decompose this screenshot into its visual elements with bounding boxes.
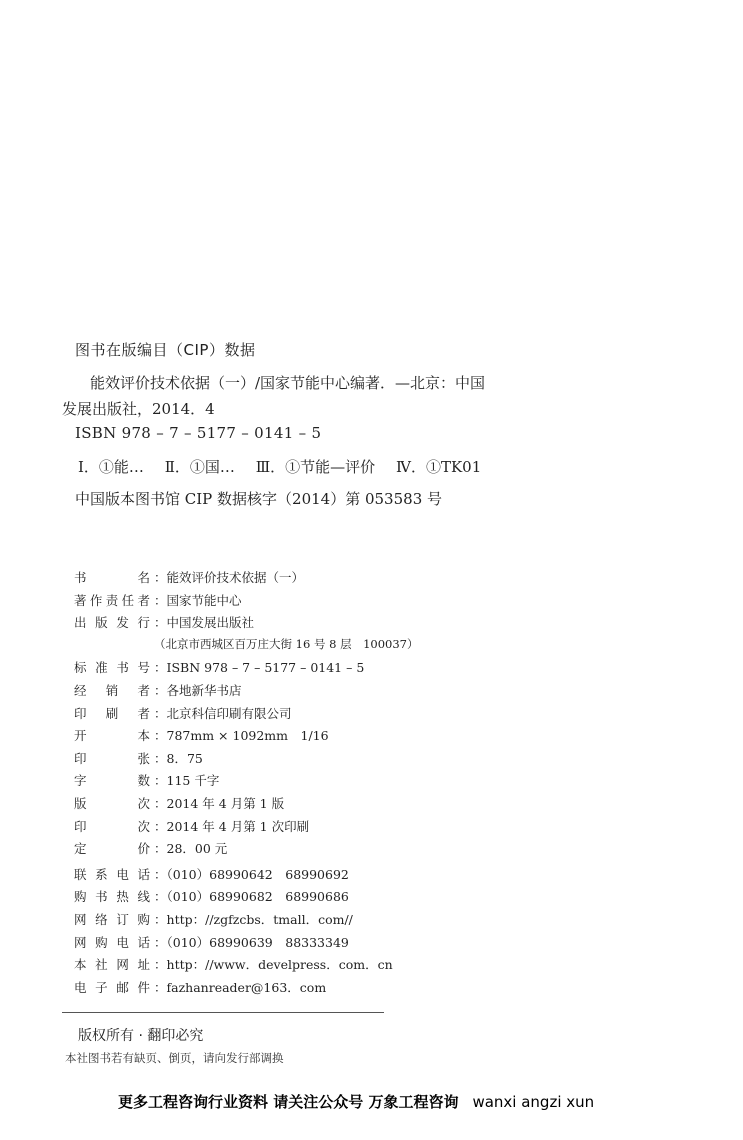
contact-key: 网络订购 bbox=[74, 911, 150, 927]
info-value: 787mm × 1092mm 1/16 bbox=[166, 728, 329, 744]
info-key: 开本 bbox=[74, 728, 150, 744]
info-row: 标准书号 ：ISBN 978 – 7 – 5177 – 0141 – 5 bbox=[74, 660, 365, 676]
info-row: 出版发行 ：中国发展出版社 bbox=[74, 615, 255, 631]
info-value: 2014 年 4 月第 1 版 bbox=[166, 795, 285, 811]
info-key: 出版发行 bbox=[74, 615, 150, 631]
contact-value: （010）68990642 68990692 bbox=[166, 866, 349, 882]
classification-item: Ⅰ．①能… bbox=[78, 458, 144, 476]
info-key: 字数 bbox=[74, 773, 150, 789]
contact-value: （010）68990639 88333349 bbox=[166, 934, 349, 950]
info-row: 印刷者 ：北京科信印刷有限公司 bbox=[74, 705, 292, 721]
contact-row: 电子邮件 ：fazhanreader@163．com bbox=[74, 979, 327, 995]
info-key: 印刷者 bbox=[74, 705, 150, 721]
info-value: 能效评价技术依据（一） bbox=[166, 570, 305, 585]
copyright-notice: 版权所有 · 翻印必究 bbox=[78, 1028, 204, 1044]
classification-item: Ⅱ．①国… bbox=[164, 458, 235, 476]
footer-banner bbox=[118, 1091, 594, 1112]
cip-title-line: 能效评价技术依据（一）/国家节能中心编著．—北京：中国 bbox=[90, 374, 486, 392]
info-value: 28．00 元 bbox=[166, 841, 228, 857]
contact-value: （010）68990682 68990686 bbox=[166, 889, 349, 905]
info-value: 2014 年 4 月第 1 次印刷 bbox=[166, 818, 310, 834]
info-row: 印次 ：2014 年 4 月第 1 次印刷 bbox=[74, 818, 310, 834]
info-row bbox=[74, 636, 534, 659]
info-key: 定价 bbox=[74, 841, 150, 857]
info-value: 国家节能中心 bbox=[166, 592, 242, 608]
divider-line bbox=[62, 1012, 384, 1013]
footer-latin-text: wanxi angzi xun bbox=[472, 1093, 595, 1111]
info-row: 书名 ：能效评价技术依据（一） bbox=[74, 570, 305, 585]
info-key: 版次 bbox=[74, 795, 150, 811]
classification-item: Ⅲ．①节能—评价 bbox=[255, 458, 376, 476]
info-key: 印次 bbox=[74, 818, 150, 834]
info-key: 书名 bbox=[74, 570, 150, 585]
classification-item: Ⅳ．①TK01 bbox=[395, 458, 482, 476]
contact-value: http：//www．develpress．com．cn bbox=[166, 957, 393, 973]
info-value: 北京科信印刷有限公司 bbox=[166, 705, 292, 721]
info-key: 标准书号 bbox=[74, 660, 150, 676]
info-row: 定价 ：28．00 元 bbox=[74, 841, 228, 857]
contact-key: 联系电话 bbox=[74, 866, 150, 882]
replacement-notice: 本社图书若有缺页、倒页，请向发行部调换 bbox=[65, 1051, 284, 1065]
contact-value: http：//zgfzcbs．tmall．com// bbox=[166, 911, 353, 927]
info-value: 中国发展出版社 bbox=[166, 615, 255, 631]
contact-key: 电子邮件 bbox=[74, 979, 150, 995]
contact-key: 本社网址 bbox=[74, 957, 150, 973]
info-value: 8．75 bbox=[166, 750, 203, 766]
info-value: ISBN 978 – 7 – 5177 – 0141 – 5 bbox=[166, 660, 365, 676]
contact-row: 网络订购 ：http：//zgfzcbs．tmall．com// bbox=[74, 911, 353, 927]
info-row: 字数 ：115 千字 bbox=[74, 773, 220, 789]
info-key: 经销者 bbox=[74, 682, 150, 698]
info-row: 开本 ：787mm × 1092mm 1/16 bbox=[74, 728, 329, 744]
contact-row: 本社网址 ：http：//www．develpress．com．cn bbox=[74, 957, 393, 973]
book-info-table bbox=[74, 568, 534, 1000]
cip-classification-line bbox=[78, 456, 497, 477]
contact-value: fazhanreader@163．com bbox=[166, 979, 327, 995]
contact-key: 购书热线 bbox=[74, 889, 150, 905]
info-key: 印张 bbox=[74, 750, 150, 766]
info-row: 印张 ：8．75 bbox=[74, 750, 203, 766]
contact-row: 购书热线 ：（010）68990682 68990686 bbox=[74, 889, 349, 905]
info-key: 著作责任者 bbox=[74, 592, 150, 608]
footer-text: 更多工程咨询行业资料 请关注公众号 万象工程咨询 bbox=[118, 1093, 459, 1111]
info-value: 115 千字 bbox=[166, 773, 220, 789]
info-row: 著作责任者 ：国家节能中心 bbox=[74, 592, 242, 608]
contact-row: 网购电话 ：（010）68990639 88333349 bbox=[74, 934, 349, 950]
cip-record-number: 中国版本图书馆 CIP 数据核字（2014）第 053583 号 bbox=[75, 490, 443, 508]
cip-isbn-line: ISBN 978 – 7 – 5177 – 0141 – 5 bbox=[75, 424, 322, 442]
info-row: 经销者 ：各地新华书店 bbox=[74, 682, 242, 698]
cip-heading: 图书在版编目（CIP）数据 bbox=[75, 341, 256, 359]
contact-row: 联系电话 ：（010）68990642 68990692 bbox=[74, 866, 349, 882]
info-row: 版次 ：2014 年 4 月第 1 版 bbox=[74, 795, 285, 811]
cip-publisher-line: 发展出版社，2014．4 bbox=[62, 400, 215, 418]
contact-key: 网购电话 bbox=[74, 934, 150, 950]
info-value: （北京市西城区百万庄大街 16 号 8 层 100037） bbox=[154, 636, 419, 651]
info-value: 各地新华书店 bbox=[166, 682, 242, 698]
